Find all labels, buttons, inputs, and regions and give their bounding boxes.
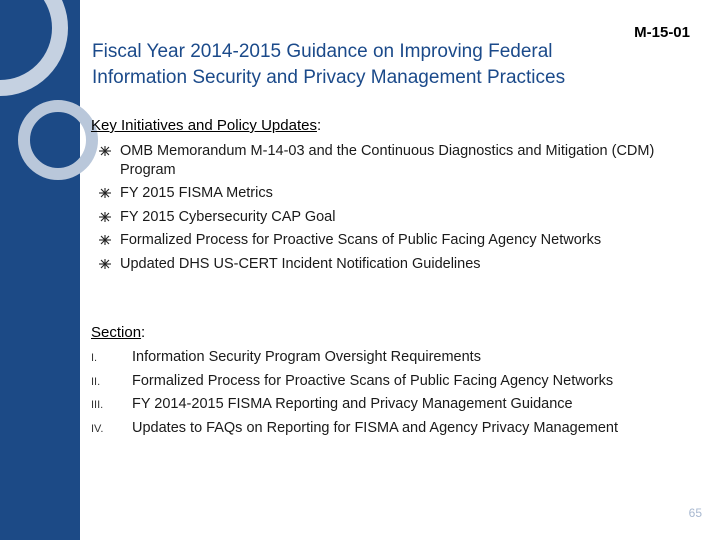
section-numeral: I. [91, 352, 98, 364]
title-line-1: Fiscal Year 2014-2015 Guidance on Improving Federal [92, 41, 553, 62]
list-item: Formalized Process for Proactive Scans of Public Facing Agency Networks [98, 231, 658, 250]
list-item: FY 2015 FISMA Metrics [98, 184, 658, 203]
sunburst-bullet-icon [98, 145, 112, 157]
section-numeral: III. [91, 399, 104, 411]
list-item: I. Information Security Program Oversight Requirements [91, 348, 671, 367]
list-item: Updated DHS US-CERT Incident Notification Guidelines [98, 255, 658, 274]
list-item: II. Formalized Process for Proactive Scans of Public Facing Agency Networks [91, 372, 671, 391]
section-list [91, 348, 671, 442]
list-item: OMB Memorandum M-14-03 and the Continuous Diagnostics and Mitigation (CDM) Program [98, 142, 658, 179]
page-number: 65 [688, 506, 702, 520]
sunburst-bullet-icon [98, 187, 112, 199]
title-line-2: Information Security and Privacy Management Practices [92, 67, 566, 88]
section-numeral: II. [91, 375, 101, 388]
key-initiatives-list [98, 142, 658, 278]
section-heading: Section: [91, 324, 146, 341]
list-item: FY 2015 Cybersecurity CAP Goal [98, 208, 658, 227]
memo-code: M-15-01 [634, 24, 690, 41]
page-title [92, 39, 672, 91]
sunburst-bullet-icon [98, 234, 112, 246]
key-initiatives-heading: Key Initiatives and Policy Updates: [91, 117, 322, 134]
list-item: IV. Updates to FAQs on Reporting for FISMA and Agency Privacy Management [91, 419, 671, 438]
section-numeral: IV. [91, 422, 104, 435]
list-item: III. FY 2014-2015 FISMA Reporting and Privacy Management Guidance [91, 395, 671, 414]
sunburst-bullet-icon [98, 258, 112, 270]
sunburst-bullet-icon [98, 211, 112, 223]
section-heading-text: Section [91, 324, 142, 341]
key-initiatives-heading-text: Key Initiatives and Policy Updates [91, 117, 317, 134]
